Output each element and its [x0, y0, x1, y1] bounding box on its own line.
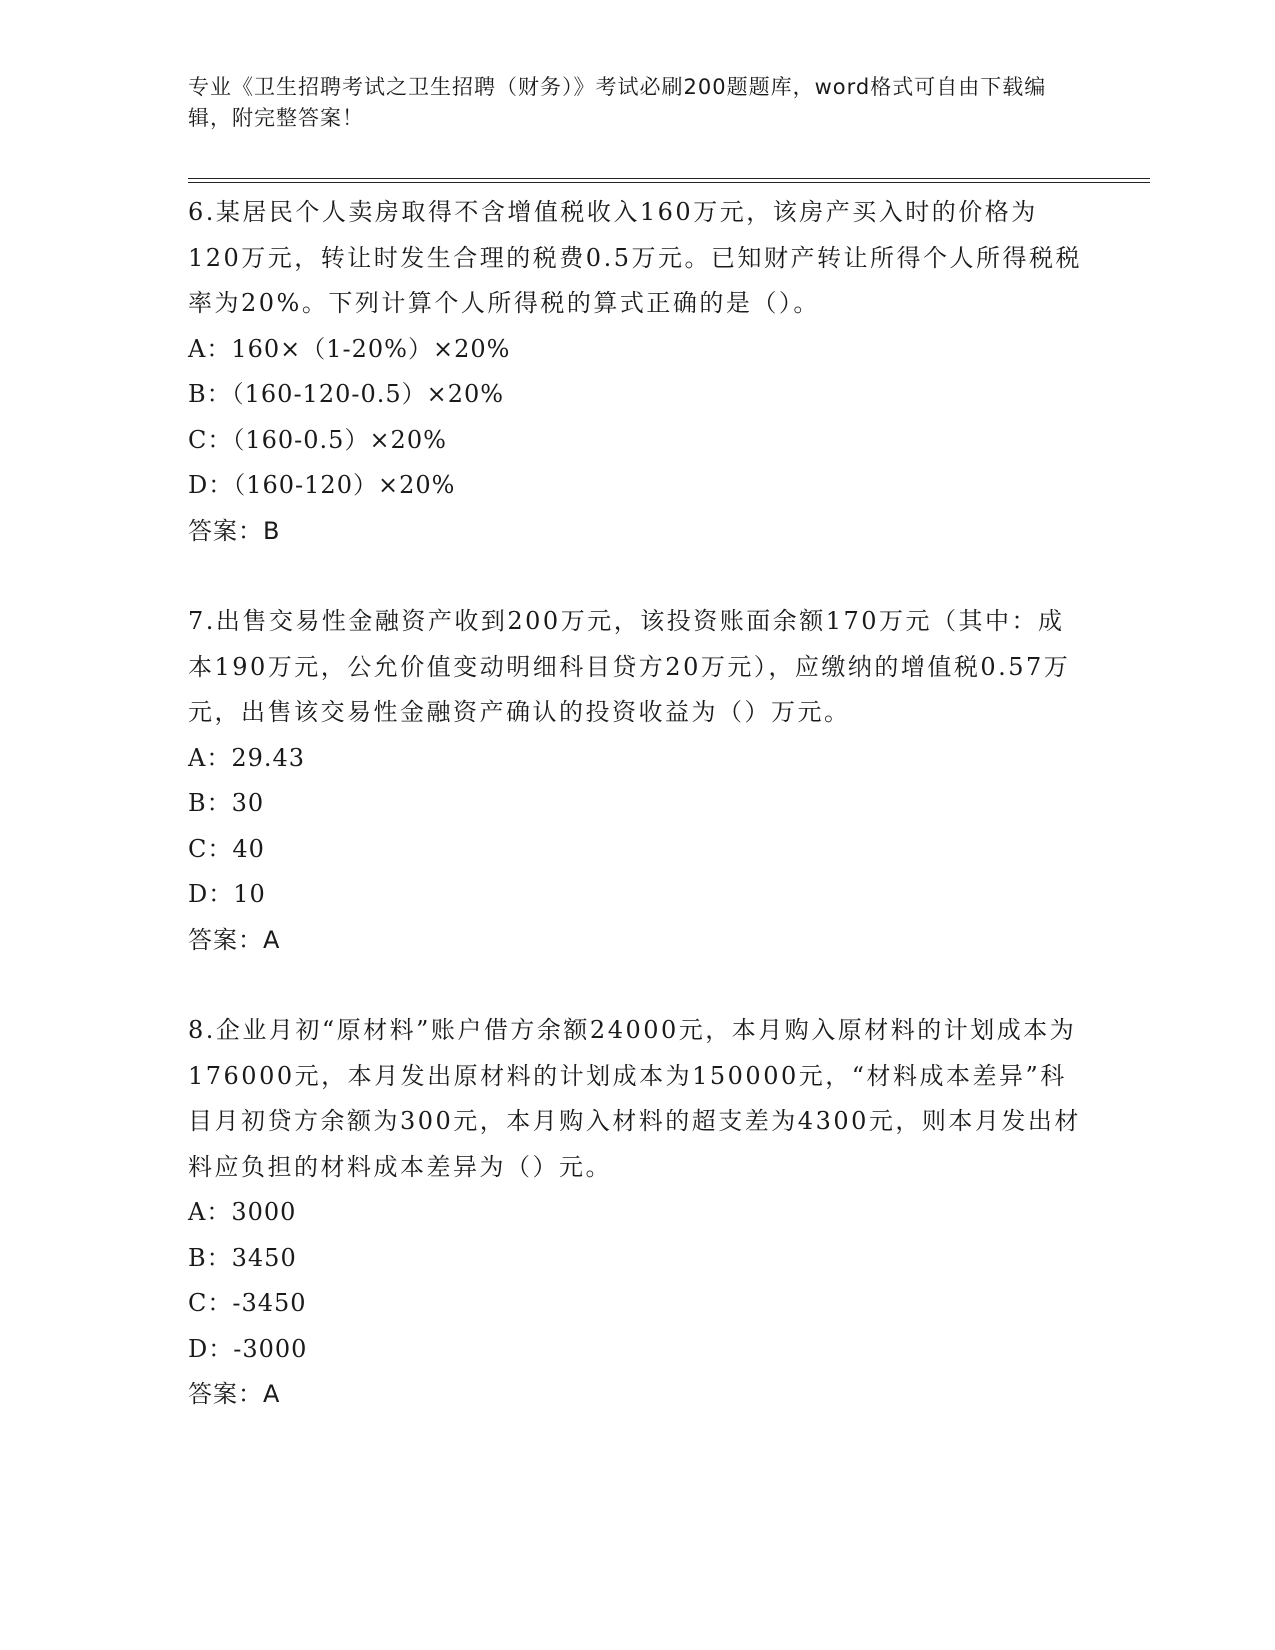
question-6 — [188, 190, 1088, 554]
option-b: B：3450 — [188, 1243, 297, 1272]
option-a: A：29.43 — [188, 743, 306, 772]
question-stem: 8.企业月初“原材料”账户借方余额24000元，本月购入原材料的计划成本为176000元，本月发出原材料的计划成本为150000元，“材料成本差异”科目月初贷方余额为300元，本月购入材料的超支差为4300元，则本月发出材料应负担的材料成本差异为（）元。 — [188, 1016, 1081, 1181]
option-c: C：（160-0.5）×20% — [188, 425, 447, 454]
option-b: B：30 — [188, 789, 265, 817]
option-b: B：（160-120-0.5）×20% — [188, 380, 505, 408]
question-spacer — [188, 963, 1088, 1008]
header-divider — [188, 178, 1150, 183]
question-stem: 6.某居民个人卖房取得不含增值税收入160万元，该房产买入时的价格为120万元，转让时发生合理的税费0.5万元。已知财产转让所得个人所得税税率为20%。下列计算个人所得税的算式正确的是（）。 — [188, 198, 1082, 317]
option-d: D：10 — [188, 880, 266, 908]
answer: 答案：B — [188, 516, 281, 545]
option-c: C：40 — [188, 834, 265, 863]
option-a: A：160×（1-20%）×20% — [188, 334, 511, 363]
answer: 答案：A — [188, 925, 281, 954]
answer: 答案：A — [188, 1380, 281, 1408]
question-8 — [188, 1008, 1088, 1418]
question-stem: 7.出售交易性金融资产收到200万元，该投资账面余额170万元（其中：成本190万元，公允价值变动明细科目贷方20万元），应缴纳的增值税0.57万元，出售该交易性金融资产确认的投资收益为（）万元。 — [188, 607, 1071, 726]
question-list — [188, 190, 1088, 1418]
option-d: D：（160-120）×20% — [188, 471, 456, 499]
question-7 — [188, 599, 1088, 963]
option-d: D：-3000 — [188, 1334, 308, 1363]
option-c: C：-3450 — [188, 1289, 307, 1317]
question-spacer — [188, 554, 1088, 599]
document-header: 专业《卫生招聘考试之卫生招聘（财务）》考试必刷200题题库，word格式可自由下载编辑，附完整答案！ — [188, 75, 1047, 130]
option-a: A：3000 — [188, 1198, 297, 1226]
